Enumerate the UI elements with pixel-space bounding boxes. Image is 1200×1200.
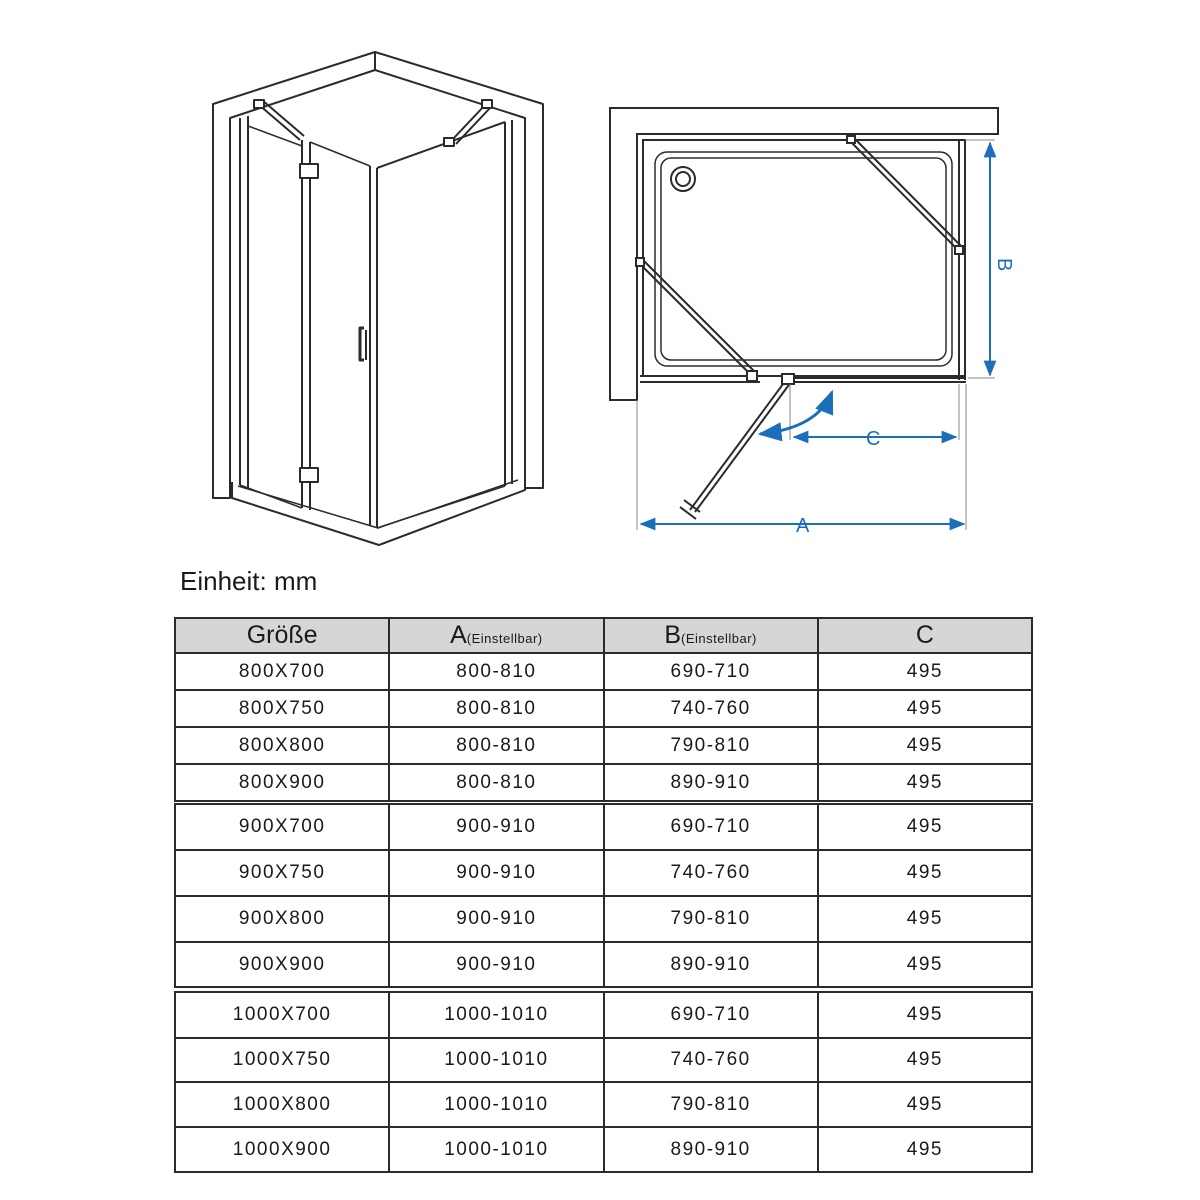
cell-size: 1000X700 (175, 992, 389, 1038)
table-row (175, 804, 1032, 850)
table-row (175, 764, 1032, 801)
side-glass-panel (377, 120, 512, 486)
cell-b: 890-910 (604, 942, 818, 987)
perspective-view (213, 52, 543, 545)
cell-c: 495 (818, 727, 1032, 764)
cell-b: 790-810 (604, 896, 818, 942)
size-table-800 (174, 617, 1033, 802)
cell-a: 900-910 (389, 896, 603, 942)
cell-c: 495 (818, 764, 1032, 801)
cell-size: 900X700 (175, 804, 389, 850)
cell-size: 800X900 (175, 764, 389, 801)
cell-a: 1000-1010 (389, 1082, 603, 1127)
hinge-icon (300, 468, 318, 482)
table-row (175, 690, 1032, 727)
drain-icon (671, 167, 695, 191)
header-size: Größe (175, 618, 389, 653)
table-row (175, 992, 1032, 1038)
cell-a: 800-810 (389, 764, 603, 801)
cell-b: 790-810 (604, 727, 818, 764)
cell-a: 900-910 (389, 850, 603, 896)
cell-c: 495 (818, 850, 1032, 896)
cell-c: 495 (818, 896, 1032, 942)
open-door-plan (690, 380, 791, 512)
header-c: C (818, 618, 1032, 653)
fixed-glass-panel (240, 116, 248, 488)
cell-c: 495 (818, 942, 1032, 987)
table-row (175, 1127, 1032, 1172)
cell-size: 1000X900 (175, 1127, 389, 1172)
size-table-900 (174, 803, 1033, 988)
header-a: A(Einstellbar) (389, 618, 603, 653)
table-row (175, 896, 1032, 942)
table-row (175, 1082, 1032, 1127)
table-header-row (175, 618, 1032, 653)
table-row (175, 942, 1032, 987)
cell-a: 900-910 (389, 942, 603, 987)
cell-c: 495 (818, 804, 1032, 850)
cell-b: 740-760 (604, 850, 818, 896)
tray-plan (643, 140, 965, 376)
cell-size: 800X700 (175, 653, 389, 690)
cell-size: 900X750 (175, 850, 389, 896)
cell-a: 800-810 (389, 653, 603, 690)
hinge-icon (300, 164, 318, 178)
cell-c: 495 (818, 690, 1032, 727)
dimension-arrows (641, 143, 990, 524)
cell-a: 1000-1010 (389, 1038, 603, 1082)
size-table-1000 (174, 991, 1033, 1173)
unit-label: Einheit: mm (180, 566, 318, 596)
fixed-panel-plan (640, 376, 760, 382)
plan-view (610, 108, 998, 530)
cell-size: 900X800 (175, 896, 389, 942)
dimension-c-label: C (866, 428, 881, 450)
table-row (175, 727, 1032, 764)
cell-size: 800X750 (175, 690, 389, 727)
shower-tray (232, 478, 525, 545)
table-row (175, 850, 1032, 896)
cell-b: 740-760 (604, 690, 818, 727)
dimension-a-label: A (796, 515, 810, 537)
cell-c: 495 (818, 1038, 1032, 1082)
cell-b: 690-710 (604, 992, 818, 1038)
cell-size: 900X900 (175, 942, 389, 987)
door-handle-icon (360, 328, 364, 360)
door-swing-arrow (760, 392, 832, 434)
dimension-b-label: B (993, 258, 1015, 272)
cell-c: 495 (818, 1082, 1032, 1127)
cell-c: 495 (818, 992, 1032, 1038)
cell-b: 690-710 (604, 653, 818, 690)
cell-b: 690-710 (604, 804, 818, 850)
cell-size: 1000X750 (175, 1038, 389, 1082)
cell-b: 790-810 (604, 1082, 818, 1127)
table-row (175, 653, 1032, 690)
table-row (175, 1038, 1032, 1082)
cell-size: 1000X800 (175, 1082, 389, 1127)
cell-b: 890-910 (604, 1127, 818, 1172)
header-b: B(Einstellbar) (604, 618, 818, 653)
cell-a: 900-910 (389, 804, 603, 850)
cell-a: 800-810 (389, 727, 603, 764)
cell-a: 1000-1010 (389, 992, 603, 1038)
cell-size: 800X800 (175, 727, 389, 764)
cell-a: 800-810 (389, 690, 603, 727)
diagram-area (0, 0, 1200, 560)
cell-c: 495 (818, 1127, 1032, 1172)
cell-a: 1000-1010 (389, 1127, 603, 1172)
cell-b: 740-760 (604, 1038, 818, 1082)
cell-b: 890-910 (604, 764, 818, 801)
cell-c: 495 (818, 653, 1032, 690)
